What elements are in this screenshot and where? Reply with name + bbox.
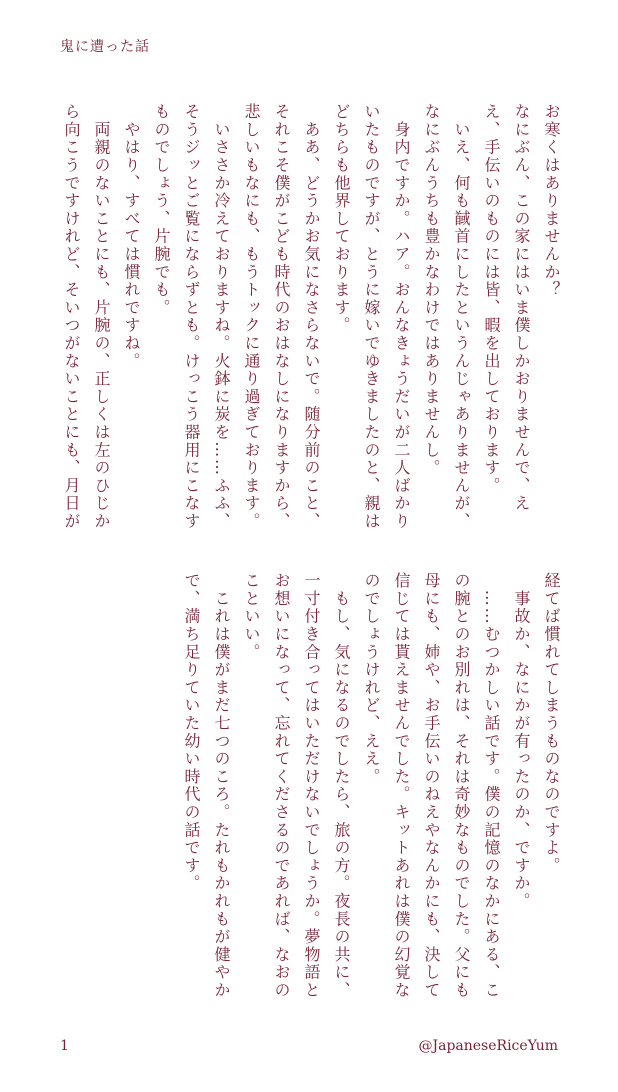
text-line: どちらも他界しております。 bbox=[332, 103, 351, 335]
page-title: 鬼に遭った話 bbox=[60, 39, 150, 55]
text-line: 事故か、なにかが有ったのか、ですか。 bbox=[512, 572, 531, 911]
text-line: お寒くはありませんか？ bbox=[542, 103, 561, 299]
text-line: 悲しいもなにも、もうトックに通り過ぎております。 bbox=[242, 103, 261, 531]
text-line: やはり、すべては慣れですね。 bbox=[122, 103, 141, 370]
text-line: え、手伝いのものには皆、暇を出しております。 bbox=[482, 103, 501, 495]
story-text-lower bbox=[176, 572, 566, 1017]
text-line: それこそ僕がこども時代のおはなしになりますから、 bbox=[272, 103, 291, 531]
text-line: いえ、何も馘首にしたというんじゃありませんが、 bbox=[452, 103, 471, 531]
text-line: で、満ち足りていた幼い時代の話です。 bbox=[182, 572, 201, 893]
text-line: 一寸付き合ってはいただけないでしょうか。夢物語と bbox=[302, 572, 321, 1000]
text-line: ああ、どうかお気になさらないで。随分前のこと、 bbox=[302, 103, 321, 531]
text-line: そうジッとご覧にならずとも。けっこう器用にこなす bbox=[182, 103, 201, 531]
story-text-upper bbox=[56, 103, 566, 533]
text-line: 両親のないことにも、片腕の、正しくは左のひじか bbox=[92, 103, 111, 531]
text-line: ……むつかしい話です。僕の記憶のなかにある、こ bbox=[482, 572, 501, 1000]
text-line: の腕とのお別れは、それは奇妙なものでした。父にも bbox=[452, 572, 471, 1000]
text-line: ものでしょう、片腕でも。 bbox=[152, 103, 171, 317]
text-line: これは僕がまだ七つのころ。たれもかれもが健やか bbox=[212, 572, 231, 1000]
text-line: なにぶんうちも豊かなわけではありませんし。 bbox=[422, 103, 441, 477]
text-line: なにぶん、この家にはいま僕しかおりませんで、え bbox=[512, 103, 531, 513]
text-line: こといい。 bbox=[242, 572, 261, 661]
text-line: 母にも、姉や、お手伝いのねえやなんかにも、決して bbox=[422, 572, 441, 1000]
text-line: ら向こうですけれど、そいつがないことにも、月日が bbox=[62, 103, 81, 531]
text-line: のでしょうけれど、ええ。 bbox=[362, 572, 381, 786]
page-number: 1 bbox=[60, 1038, 69, 1054]
text-line: 経てば慣れてしまうものなのですよ。 bbox=[542, 572, 561, 875]
text-line: いささか冷えておりますね。火鉢に炭を……ふふ、 bbox=[212, 103, 231, 531]
text-line: 身内ですか。ハア。おんなきょうだいが二人ばかり bbox=[392, 103, 411, 531]
text-line: もし、気になるのでしたら、旅の方。夜長の共に、 bbox=[332, 572, 351, 1000]
text-line: 信じては貰えませんでした。キットあれは僕の幻覚な bbox=[392, 572, 411, 1000]
text-line: いたものですが、とうに嫁いでゆきましたのと、親は bbox=[362, 103, 381, 531]
author-handle: @JapaneseRiceYum bbox=[418, 1038, 558, 1054]
text-line: お想いになって、忘れてくださるのであれば、なおの bbox=[272, 572, 291, 1000]
